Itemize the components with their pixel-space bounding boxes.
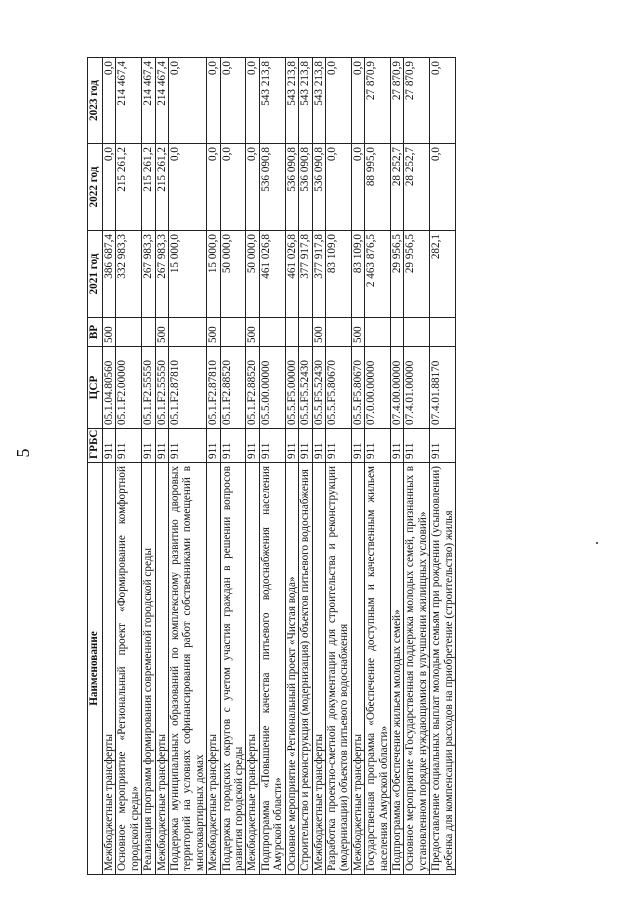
row-vr (142, 318, 155, 347)
row-csr: 07.4.01.00000 (404, 347, 430, 429)
row-2021: 461 026,8 (285, 231, 298, 318)
row-2021: 332 983,3 (116, 231, 142, 318)
row-2023: 0,0 (207, 58, 220, 144)
budget-table-container (87, 58, 518, 875)
row-grbs: 911 (312, 429, 325, 463)
row-csr: 05.5.F5.52430 (299, 347, 312, 429)
row-vr (116, 318, 142, 347)
table-row (325, 58, 351, 875)
row-name: Межбюджетные трансферты (351, 463, 364, 875)
table-row (116, 58, 142, 875)
row-name: Основное мероприятие «Региональный проект «Формирование комфортной городской среды» (116, 463, 142, 875)
row-name: Предоставление социальных выплат молодым семьям при рождении (усыновлении) ребенка для компенсации расходов на приобретение (строительство) жилья (430, 463, 456, 875)
row-2021: 267 983,3 (142, 231, 155, 318)
row-2022: 0,0 (430, 144, 456, 231)
row-csr: 05.1.F2.55550 (155, 347, 168, 429)
row-csr: 05.1.F2.88520 (220, 347, 246, 429)
row-vr: 500 (103, 318, 116, 347)
row-2022: 536 090,8 (312, 144, 325, 231)
row-vr: 500 (246, 318, 259, 347)
header-2022: 2022 год (88, 144, 103, 231)
row-2023: 543 213,8 (259, 58, 285, 144)
row-name: Реализация программ формирования современной городской среды (142, 463, 155, 875)
row-2021: 267 983,3 (155, 231, 168, 318)
row-grbs: 911 (103, 429, 116, 463)
table-row (351, 58, 364, 875)
row-2021: 50 000,0 (220, 231, 246, 318)
table-row (365, 58, 391, 875)
row-2023: 543 213,8 (312, 58, 325, 144)
row-2021: 2 463 876,5 (365, 231, 391, 318)
row-2023: 27 870,9 (404, 58, 430, 144)
row-2022: 536 090,8 (285, 144, 298, 231)
row-2021: 15 000,0 (169, 231, 207, 318)
row-2023: 0,0 (430, 58, 456, 144)
table-row (285, 58, 298, 875)
page-number: 5 (13, 448, 33, 458)
row-grbs: 911 (404, 429, 430, 463)
table-header-row (88, 58, 103, 875)
row-csr: 05.1.F2.00000 (116, 347, 142, 429)
row-vr (390, 318, 403, 347)
row-vr (430, 318, 456, 347)
header-csr: ЦСР (88, 347, 103, 429)
row-2021: 50 000,0 (246, 231, 259, 318)
row-vr (285, 318, 298, 347)
row-vr (169, 318, 207, 347)
row-grbs: 911 (220, 429, 246, 463)
row-2021: 377 917,8 (299, 231, 312, 318)
row-2022: 536 090,8 (299, 144, 312, 231)
row-csr: 05.5.F5.80670 (325, 347, 351, 429)
row-2022: 215 261,2 (142, 144, 155, 231)
row-2023: 27 870,9 (365, 58, 391, 144)
row-2022: 0,0 (325, 144, 351, 231)
row-grbs: 911 (169, 429, 207, 463)
table-row (169, 58, 207, 875)
header-2023: 2023 год (88, 58, 103, 144)
row-grbs: 911 (142, 429, 155, 463)
row-grbs: 911 (430, 429, 456, 463)
row-name: Межбюджетные трансферты (207, 463, 220, 875)
row-2022: 88 995,0 (365, 144, 391, 231)
row-2021: 83 109,0 (351, 231, 364, 318)
budget-table (87, 57, 456, 875)
row-name: Основное мероприятие «Региональный проект «Чистая вода» (285, 463, 298, 875)
row-vr (365, 318, 391, 347)
row-2022: 28 252,7 (390, 144, 403, 231)
row-grbs: 911 (207, 429, 220, 463)
header-name: Наименование (88, 463, 103, 875)
row-name: Строительство и реконструкция (модернизация) объектов питьевого водоснабжения (299, 463, 312, 875)
row-vr (325, 318, 351, 347)
row-2023: 0,0 (351, 58, 364, 144)
row-grbs: 911 (365, 429, 391, 463)
table-row (259, 58, 285, 875)
row-2023: 214 467,4 (142, 58, 155, 144)
row-csr: 05.1.F2.87810 (207, 347, 220, 429)
row-2022: 215 261,2 (116, 144, 142, 231)
table-row (390, 58, 403, 875)
row-vr: 500 (155, 318, 168, 347)
row-2023: 0,0 (220, 58, 246, 144)
row-2021: 386 687,4 (103, 231, 116, 318)
row-2022: 0,0 (246, 144, 259, 231)
row-vr (220, 318, 246, 347)
table-row (404, 58, 430, 875)
row-csr: 05.1.F2.87810 (169, 347, 207, 429)
row-csr: 07.4.00.00000 (390, 347, 403, 429)
row-grbs: 911 (325, 429, 351, 463)
table-row (207, 58, 220, 875)
row-grbs: 911 (390, 429, 403, 463)
row-2023: 27 870,9 (390, 58, 403, 144)
row-vr: 500 (312, 318, 325, 347)
table-row (312, 58, 325, 875)
row-csr: 05.5.00.00000 (259, 347, 285, 429)
row-vr (299, 318, 312, 347)
row-csr: 05.1.04.80560 (103, 347, 116, 429)
row-2023: 214 467,4 (116, 58, 142, 144)
row-2023: 0,0 (103, 58, 116, 144)
table-row (103, 58, 116, 875)
row-grbs: 911 (259, 429, 285, 463)
row-grbs: 911 (351, 429, 364, 463)
row-csr: 05.5.F5.52430 (312, 347, 325, 429)
row-name: Поддержка муниципальных образований по комплексному развитию дворовых территорий на условиях софинансирования работ собственниками помещений в многоквартирных домах (169, 463, 207, 875)
row-vr: 500 (351, 318, 364, 347)
header-grbs: ГРБС (88, 429, 103, 463)
row-2023: 0,0 (169, 58, 207, 144)
row-csr: 05.1.F2.55550 (142, 347, 155, 429)
table-row (220, 58, 246, 875)
row-2022: 0,0 (169, 144, 207, 231)
row-grbs: 911 (299, 429, 312, 463)
row-2021: 83 109,0 (325, 231, 351, 318)
row-name: Подпрограмма «Обеспечение жильем молодых семей» (390, 463, 403, 875)
table-row (430, 58, 456, 875)
header-vr: ВР (88, 318, 103, 347)
row-2021: 461 026,8 (259, 231, 285, 318)
row-2023: 543 213,8 (285, 58, 298, 144)
row-2023: 0,0 (246, 58, 259, 144)
row-2022: 215 261,2 (155, 144, 168, 231)
row-2021: 15 000,0 (207, 231, 220, 318)
row-2023: 543 213,8 (299, 58, 312, 144)
row-vr (404, 318, 430, 347)
table-row (246, 58, 259, 875)
row-name: Поддержка городских округов с учетом участия граждан в решении вопросов развития городской среды (220, 463, 246, 875)
row-csr: 05.1.F2.88520 (246, 347, 259, 429)
row-2021: 29 956,5 (404, 231, 430, 318)
row-2022: 0,0 (220, 144, 246, 231)
stray-mark (596, 542, 598, 544)
row-2021: 377 917,8 (312, 231, 325, 318)
row-2022: 536 090,8 (259, 144, 285, 231)
row-2023: 214 467,4 (155, 58, 168, 144)
row-grbs: 911 (285, 429, 298, 463)
row-name: Подпрограмма «Повышение качества питьевого водоснабжения населения Амурской области» (259, 463, 285, 875)
row-csr: 05.5.F5.00000 (285, 347, 298, 429)
header-2021: 2021 год (88, 231, 103, 318)
row-csr: 05.5.F5.80670 (351, 347, 364, 429)
row-name: Межбюджетные трансферты (246, 463, 259, 875)
row-csr: 07.0.00.00000 (365, 347, 391, 429)
table-row (155, 58, 168, 875)
row-2023: 0,0 (325, 58, 351, 144)
row-2021: 29 956,5 (390, 231, 403, 318)
row-name: Межбюджетные трансферты (312, 463, 325, 875)
table-row (299, 58, 312, 875)
row-grbs: 911 (116, 429, 142, 463)
row-grbs: 911 (155, 429, 168, 463)
row-csr: 07.4.01.88170 (430, 347, 456, 429)
row-name: Межбюджетные трансферты (103, 463, 116, 875)
row-vr: 500 (207, 318, 220, 347)
table-row (142, 58, 155, 875)
row-2022: 0,0 (103, 144, 116, 231)
row-vr (259, 318, 285, 347)
row-2022: 0,0 (351, 144, 364, 231)
row-grbs: 911 (246, 429, 259, 463)
row-name: Разработка проектно-сметной документации для строительства и реконструкции (модернизации) объектов питьевого водоснабжения (325, 463, 351, 875)
row-name: Межбюджетные трансферты (155, 463, 168, 875)
row-name: Основное мероприятие «Государственная поддержка молодых семей, признанных в установленном порядке нуждающимися в улучшении жилищных условий» (404, 463, 430, 875)
row-name: Государственная программа «Обеспечение доступным и качественным жильем населения Амурской области» (365, 463, 391, 875)
row-2021: 282,1 (430, 231, 456, 318)
row-2022: 28 252,7 (404, 144, 430, 231)
row-2022: 0,0 (207, 144, 220, 231)
